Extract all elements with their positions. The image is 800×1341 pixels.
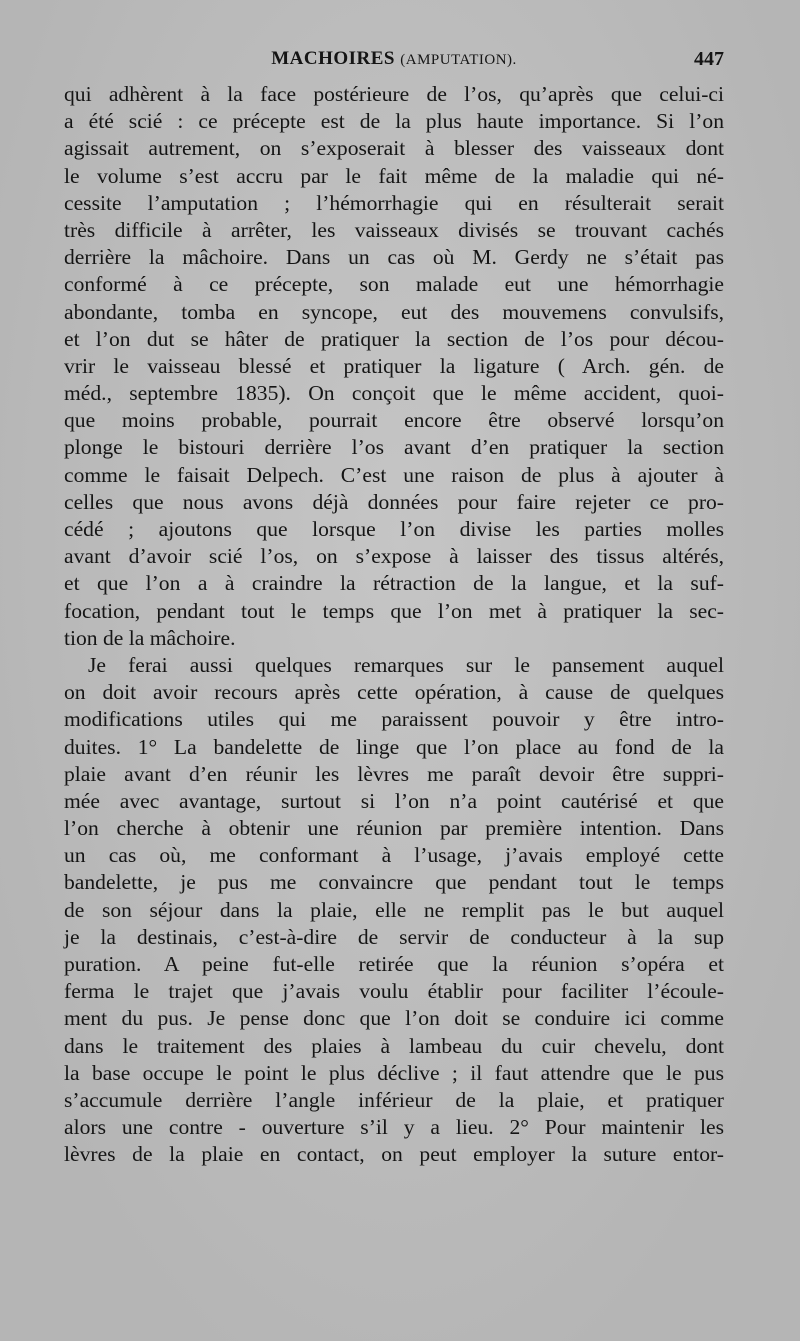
text-line: plaie avant d’en réunir les lèvres me paraît devoir être suppri-: [64, 761, 724, 786]
text-line: lèvres de la plaie en contact, on peut employer la suture entor-: [64, 1142, 724, 1167]
body-text: [64, 81, 724, 1169]
text-line: duites. 1° La bandelette de linge que l’on place au fond de la: [64, 734, 724, 759]
page-header: [64, 48, 724, 76]
text-line: qui adhèrent à la face postérieure de l’os, qu’après que celui-ci: [64, 82, 724, 106]
text-line: plonge le bistouri derrière l’os avant d’en pratiquer la section: [64, 435, 724, 460]
text-line: l’on cherche à obtenir une réunion par première intention. Dans: [64, 816, 724, 841]
text-line: agissait autrement, on s’exposerait à blesser des vaisseaux dont: [64, 136, 724, 161]
running-title-sub: (AMPUTATION).: [400, 52, 517, 68]
text-line: un cas où, me conformant à l’usage, j’avais employé cette: [64, 843, 724, 868]
text-line: puration. A peine fut-elle retirée que la réunion s’opéra et: [64, 952, 724, 976]
running-title-main: MACHOIRES: [271, 48, 395, 69]
text-line: et que l’on a à craindre la rétraction de la langue, et la suf-: [64, 571, 724, 596]
text-line: modifications utiles qui me paraissent pouvoir y être intro-: [64, 707, 724, 732]
text-line: avant d’avoir scié l’os, on s’expose à laisser des tissus altérés,: [64, 544, 724, 569]
text-line: que moins probable, pourrait encore être observé lorsqu’on: [64, 408, 724, 433]
text-line: de son séjour dans la plaie, elle ne remplit pas le but auquel: [64, 897, 724, 922]
text-line: derrière la mâchoire. Dans un cas où M. Gerdy ne s’était pas: [64, 245, 724, 270]
text-line: conformé à ce précepte, son malade eut une hémorrhagie: [64, 272, 724, 297]
text-line: on doit avoir recours après cette opération, à cause de quelques: [64, 680, 724, 705]
text-line: ment du pus. Je pense donc que l’on doit se conduire ici comme: [64, 1006, 724, 1031]
text-line: dans le traitement des plaies à lambeau du cuir chevelu, dont: [64, 1033, 724, 1058]
text-line: alors une contre - ouverture s’il y a lieu. 2° Pour maintenir les: [64, 1115, 724, 1140]
text-line: bandelette, je pus me convaincre que pendant tout le temps: [64, 870, 724, 895]
text-line: abondante, tomba en syncope, eut des mouvemens convulsifs,: [64, 299, 724, 324]
running-title: [64, 48, 724, 70]
text-line: celles que nous avons déjà données pour faire rejeter ce pro-: [64, 489, 724, 514]
text-line: tion de la mâchoire.: [64, 625, 236, 650]
text-line: mée avec avantage, surtout si l’on n’a point cautérisé et que: [64, 788, 724, 813]
text-line: comme le faisait Delpech. C’est une raison de plus à ajouter à: [64, 462, 724, 487]
text-line: très difficile à arrêter, les vaisseaux divisés se trouvant cachés: [64, 217, 724, 242]
text-line: méd., septembre 1835). On conçoit que le même accident, quoi-: [64, 381, 724, 406]
page-number: 447: [694, 48, 724, 70]
text-line: ferma le trajet que j’avais voulu établir pour faciliter l’écoule-: [64, 979, 724, 1004]
text-line: s’accumule derrière l’angle inférieur de la plaie, et pratiquer: [64, 1087, 724, 1112]
text-line: le volume s’est accru par le fait même de la maladie qui né-: [64, 163, 724, 188]
text-line: je la destinais, c’est-à-dire de servir de conducteur à la sup: [64, 924, 724, 949]
text-line: cédé ; ajoutons que lorsque l’on divise les parties molles: [64, 517, 724, 541]
text-line: focation, pendant tout le temps que l’on met à pratiquer la sec-: [64, 598, 724, 623]
text-line: la base occupe le point le plus déclive ; il faut attendre que le pus: [64, 1060, 724, 1085]
text-line: vrir le vaisseau blessé et pratiquer la ligature ( Arch. gén. de: [64, 353, 724, 378]
text-line: et l’on dut se hâter de pratiquer la section de l’os pour décou-: [64, 326, 724, 351]
text-line: a été scié : ce précepte est de la plus haute importance. Si l’on: [64, 109, 724, 134]
text-line: cessite l’amputation ; l’hémorrhagie qui en résulterait serait: [64, 190, 724, 215]
text-line: Je ferai aussi quelques remarques sur le pansement auquel: [88, 652, 724, 677]
